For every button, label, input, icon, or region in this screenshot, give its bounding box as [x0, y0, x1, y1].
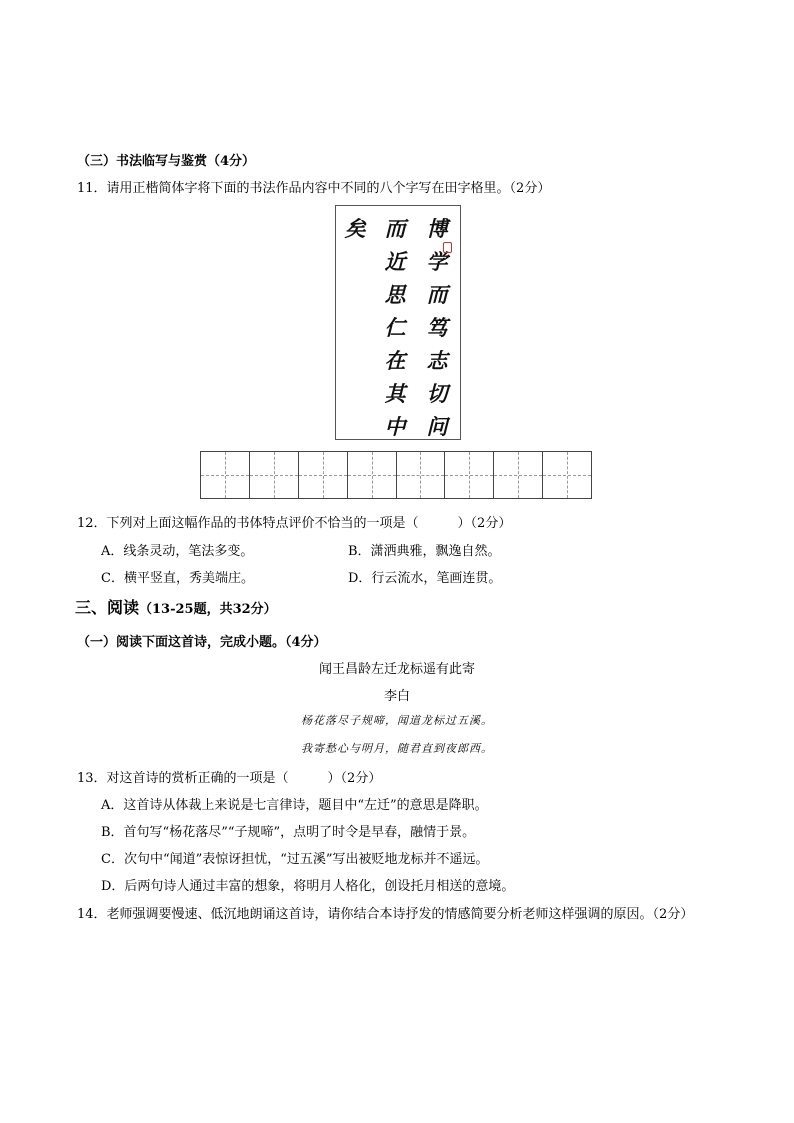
poem-line-2: 我寄愁心与明月，随君直到夜郎西。	[301, 742, 493, 755]
calligraphy-char: 学	[426, 249, 448, 274]
calligraphy-char: 问	[426, 414, 448, 439]
reading-1-heading: （一）阅读下面这首诗，完成小题。（4分）	[77, 635, 327, 650]
calligraphy-char: 笃	[426, 315, 448, 340]
calligraphy-char: 而	[426, 282, 448, 307]
poem-title: 闻王昌龄左迁龙标遥有此寄	[318, 662, 475, 677]
q13-option-b[interactable]: B．首句写“杨花落尽”“子规啼”，点明了时令是早春，融情于景。	[101, 825, 476, 840]
tianzige-cell[interactable]	[299, 452, 348, 498]
tianzige-cell[interactable]	[397, 452, 446, 498]
calligraphy-char: 矣	[344, 216, 366, 241]
question-11: 11．请用正楷简体字将下面的书法作品内容中不同的八个字写在田字格里。（2分）	[77, 181, 551, 196]
calligraphy-char: 其	[384, 381, 406, 406]
calligraphy-char: 近	[384, 249, 406, 274]
q13-option-a[interactable]: A．这首诗从体裁上来说是七言律诗，题目中“左迁”的意思是降职。	[101, 798, 488, 813]
tianzige-cell[interactable]	[445, 452, 494, 498]
calligraphy-char: 切	[426, 381, 448, 406]
question-14: 14．老师强调要慢速、低沉地朗诵这首诗，请你结合本诗抒发的情感简要分析老师这样强调的原因。（2分）	[77, 907, 694, 922]
calligraphy-char: 志	[426, 348, 448, 373]
calligraphy-char: 仁	[384, 315, 406, 340]
calligraphy-char: 中	[384, 414, 406, 439]
calligraphy-char: 博	[426, 216, 448, 241]
seal-stamp-icon	[443, 242, 452, 253]
tianzige-cell[interactable]	[201, 452, 250, 498]
tianzige-grid	[200, 451, 592, 499]
question-12: 12．下列对上面这幅作品的书体特点评价不恰当的一项是（ ）（2分）	[77, 516, 512, 531]
section-3-heading	[75, 595, 277, 618]
q12-option-d[interactable]: D．行云流水，笔画连贯。	[348, 571, 502, 586]
calligraphy-column-2	[380, 212, 410, 443]
calligraphy-column-3	[340, 212, 370, 245]
calligraphy-char: 思	[384, 282, 406, 307]
q12-option-b[interactable]: B．潇洒典雅，飘逸自然。	[348, 544, 501, 559]
q12-option-a[interactable]: A．线条灵动，笔法多变。	[101, 544, 254, 559]
tianzige-cell[interactable]	[348, 452, 397, 498]
q13-option-c[interactable]: C．次句中“闻道”表惊讶担忧，“过五溪”写出被贬地龙标并不遥远。	[101, 852, 489, 867]
q12-option-c[interactable]: C．横平竖直，秀美端庄。	[101, 571, 254, 586]
section-3-subtitle: （13-25题，共32分）	[139, 602, 277, 617]
calligraphy-char: 而	[384, 216, 406, 241]
calligraphy-char: 在	[384, 348, 406, 373]
question-13: 13．对这首诗的赏析正确的一项是（ ）（2分）	[77, 771, 382, 786]
q13-option-d[interactable]: D．后两句诗人通过丰富的想象，将明月人格化，创设托月相送的意境。	[101, 879, 515, 894]
poem-author: 李白	[383, 689, 410, 704]
calligraphy-artwork	[335, 205, 461, 440]
calligraphy-heading: （三）书法临写与鉴赏（4分）	[77, 154, 256, 169]
tianzige-cell[interactable]	[250, 452, 299, 498]
section-3-title: 三、阅读	[75, 598, 140, 617]
tianzige-cell[interactable]	[494, 452, 543, 498]
tianzige-cell[interactable]	[543, 452, 591, 498]
poem-line-1: 杨花落尽子规啼，闻道龙标过五溪。	[301, 714, 493, 727]
